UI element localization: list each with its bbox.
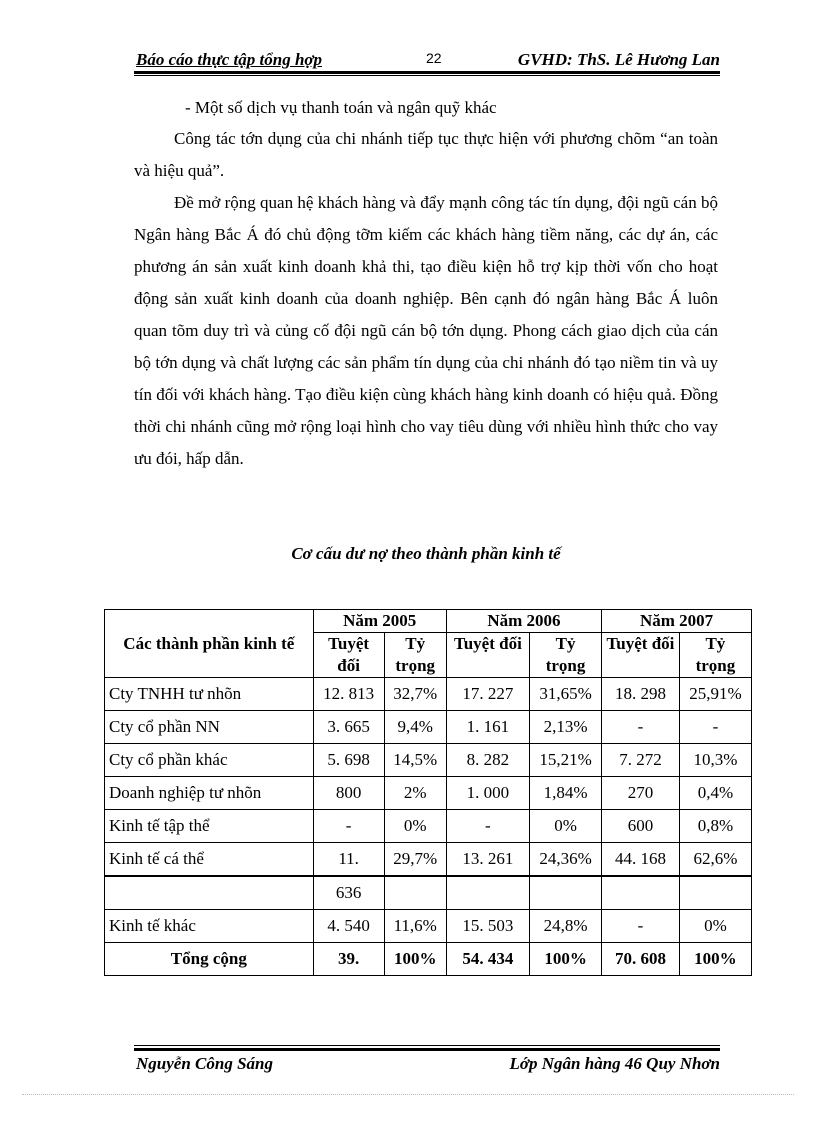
row-value: 0,4% <box>679 777 751 810</box>
row-value: 13. 261 <box>446 843 529 877</box>
header-year-2007: Năm 2007 <box>602 610 752 633</box>
header-rule-thin <box>134 75 720 76</box>
row-value: 0% <box>530 810 602 843</box>
row-value: 32,7% <box>384 678 446 711</box>
row-sector: Cty TNHH tư nhõn <box>105 678 314 711</box>
row-value: 1. 000 <box>446 777 529 810</box>
author: Nguyễn Công Sáng <box>136 1054 273 1073</box>
row-value: 29,7% <box>384 843 446 877</box>
class-name: Lớp Ngân hàng 46 Quy Nhơn <box>509 1054 720 1073</box>
report-title: Báo cáo thực tập tổng hợp <box>136 50 323 69</box>
page-bottom-edge <box>22 1094 794 1095</box>
row-value <box>530 876 602 910</box>
row-value: 7. 272 <box>602 744 680 777</box>
row-value: 15. 503 <box>446 910 529 943</box>
row-value: 11,6% <box>384 910 446 943</box>
row-value: 44. 168 <box>602 843 680 877</box>
row-value: 15,21% <box>530 744 602 777</box>
row-value: 2% <box>384 777 446 810</box>
header-sector: Các thành phần kinh tế <box>105 610 314 678</box>
row-value: 1. 161 <box>446 711 529 744</box>
row-sector <box>105 876 314 910</box>
row-value: - <box>602 910 680 943</box>
table-row <box>105 777 752 810</box>
row-value: 62,6% <box>679 843 751 877</box>
row-sector: Doanh nghiệp tư nhõn <box>105 777 314 810</box>
footer-rule-thin <box>134 1045 720 1046</box>
header-year-2005: Năm 2005 <box>313 610 446 633</box>
header-rule-thick <box>134 71 720 74</box>
header-pct: Tỷ trọng <box>679 633 751 678</box>
row-value: 24,36% <box>530 843 602 877</box>
row-value <box>602 876 680 910</box>
row-value: 12. 813 <box>313 678 384 711</box>
header-pct: Tỷ trọng <box>530 633 602 678</box>
row-value: 800 <box>313 777 384 810</box>
row-value: 9,4% <box>384 711 446 744</box>
total-value: 54. 434 <box>446 943 529 976</box>
row-sector: Kinh tế cá thể <box>105 843 314 877</box>
bullet-item: - Một số dịch vụ thanh toán và ngân quỹ khác <box>185 98 497 117</box>
total-value: 100% <box>679 943 751 976</box>
header-abs: Tuyệt đối <box>446 633 529 678</box>
table-header-row-years <box>105 610 752 633</box>
row-value: 0% <box>679 910 751 943</box>
table-row <box>105 876 752 910</box>
row-value <box>384 876 446 910</box>
row-value: 11. <box>313 843 384 877</box>
row-value: - <box>313 810 384 843</box>
row-value: 31,65% <box>530 678 602 711</box>
row-sector: Cty cổ phần NN <box>105 711 314 744</box>
header-pct: Tỷ trọng <box>384 633 446 678</box>
table-row <box>105 678 752 711</box>
row-sector: Kinh tế tập thể <box>105 810 314 843</box>
page-header <box>134 46 720 72</box>
row-sector: Cty cổ phần khác <box>105 744 314 777</box>
table-row <box>105 744 752 777</box>
row-value: 24,8% <box>530 910 602 943</box>
row-value: 270 <box>602 777 680 810</box>
table-title: Cơ cấu dư nợ theo thành phần kinh tế <box>291 544 561 563</box>
table-row <box>105 810 752 843</box>
table-row <box>105 711 752 744</box>
row-value: 14,5% <box>384 744 446 777</box>
row-value: 2,13% <box>530 711 602 744</box>
row-value <box>679 876 751 910</box>
row-value: 5. 698 <box>313 744 384 777</box>
paragraph-1: Công tác tớn dụng của chi nhánh tiếp tục thực hiện với phương chõm “an toàn và hiệu quả”. <box>134 129 718 180</box>
paragraph-2: Đề mở rộng quan hệ khách hàng và đẩy mạnh công tác tín dụng, đội ngũ cán bộ Ngân hàng Bắc Á đó chủ động tỡm kiếm các khách hàng tiềm năng, các dự án, các phương án sản xuất kinh doanh khả thi, tạo điều kiện hỗ trợ kịp thời vốn cho hoạt động sản xuất kinh doanh của doanh nghiệp. Bên cạnh đó ngân hàng Bắc Á luôn quan tõm duy trì và củng cố đội ngũ cán bộ tớn dụng. Phong cách giao dịch của cán bộ tớn dụng và chất lượng các sản phẩm tín dụng của chi nhánh đó tạo niềm tin và uy tín đối với khách hàng. Tạo điều kiện cùng khách hàng kinh doanh có hiệu quả. Đồng thời chi nhánh cũng mở rộng loại hình cho vay tiêu dùng với nhiều hình thức cho vay ưu đói, hấp dẫn. <box>134 193 718 468</box>
row-value: - <box>679 711 751 744</box>
total-label: Tổng cộng <box>105 943 314 976</box>
table-row <box>105 843 752 877</box>
header-abs: Tuyệt đối <box>602 633 680 678</box>
header-abs: Tuyệt đối <box>313 633 384 678</box>
total-value: 100% <box>384 943 446 976</box>
page-number: 22 <box>426 50 442 66</box>
row-value: 25,91% <box>679 678 751 711</box>
footer-rule-thick <box>134 1048 720 1051</box>
row-value: 10,3% <box>679 744 751 777</box>
row-value: 0,8% <box>679 810 751 843</box>
row-value: - <box>446 810 529 843</box>
row-value: 1,84% <box>530 777 602 810</box>
row-value: 600 <box>602 810 680 843</box>
row-value: - <box>602 711 680 744</box>
table-total-row <box>105 943 752 976</box>
supervisor: GVHD: ThS. Lê Hương Lan <box>517 50 720 69</box>
total-value: 100% <box>530 943 602 976</box>
table-row <box>105 910 752 943</box>
debt-structure-table <box>104 609 752 976</box>
row-sector: Kinh tế khác <box>105 910 314 943</box>
row-value <box>446 876 529 910</box>
row-value: 18. 298 <box>602 678 680 711</box>
total-value: 39. <box>313 943 384 976</box>
row-value: 3. 665 <box>313 711 384 744</box>
header-year-2006: Năm 2006 <box>446 610 601 633</box>
row-value: 4. 540 <box>313 910 384 943</box>
row-value: 8. 282 <box>446 744 529 777</box>
row-value: 636 <box>313 876 384 910</box>
row-value: 17. 227 <box>446 678 529 711</box>
total-value: 70. 608 <box>602 943 680 976</box>
page-footer <box>134 1054 720 1080</box>
row-value: 0% <box>384 810 446 843</box>
